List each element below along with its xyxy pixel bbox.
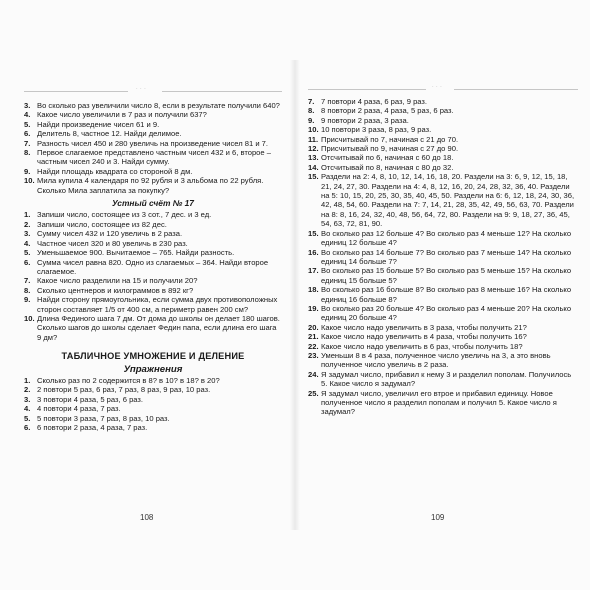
- item-number: 10.: [24, 313, 35, 323]
- item-text: 7 повтори 4 раза, 6 раз, 9 раз.: [321, 97, 428, 106]
- list-item: [24, 423, 282, 432]
- item-text: Во сколько раз 15 больше 5? Во сколько раз 5 меньше 15? На сколько единиц 15 больше 5?: [321, 266, 572, 285]
- list-item: [24, 176, 282, 195]
- item-number: 15.: [308, 228, 319, 238]
- list-item: [308, 135, 578, 144]
- item-text: Присчитывай по 9, начиная с 27 до 90.: [321, 144, 459, 154]
- item-number: 19.: [308, 303, 319, 313]
- task-list: [308, 97, 578, 417]
- list-item: [308, 304, 578, 323]
- item-number: 8.: [24, 148, 31, 158]
- item-number: 3.: [24, 101, 31, 110]
- item-text: Запиши число, состоящее из 3 сот., 7 дес. и 3 ед.: [37, 210, 212, 220]
- list-item: [24, 220, 282, 229]
- item-text: 4 повтори 4 раза, 7 раз.: [37, 404, 121, 414]
- list-item: [308, 153, 578, 162]
- item-text: 8 повтори 2 раза, 4 раза, 5 раз, 6 раз.: [321, 106, 454, 116]
- list-item: [24, 314, 282, 342]
- list-item: [24, 376, 282, 385]
- running-rule: [454, 89, 578, 90]
- item-number: 16.: [308, 247, 319, 257]
- item-number: 4.: [24, 110, 31, 120]
- running-rule: [162, 91, 282, 92]
- item-number: 5.: [24, 413, 31, 423]
- exercises-heading: Упражнения: [123, 363, 183, 375]
- item-number: 7.: [24, 138, 31, 148]
- list-item: [24, 248, 282, 257]
- item-number: 23.: [308, 350, 319, 360]
- running-ornament: · · ·: [432, 84, 443, 90]
- right-column: [308, 97, 578, 417]
- list-item: [308, 323, 578, 332]
- item-number: 18.: [308, 285, 319, 295]
- list-item: [24, 110, 282, 119]
- list-item: [24, 286, 282, 295]
- item-text: 2 повтори 5 раз, 6 раз, 7 раз, 8 раз, 9 раз, 10 раз.: [37, 385, 211, 395]
- item-text: Присчитывай по 7, начиная с 21 до 70.: [321, 134, 459, 144]
- item-number: 8.: [24, 285, 31, 295]
- item-number: 6.: [24, 129, 31, 139]
- item-text: Какое число надо увеличить в 6 раз, чтобы получить 18?: [321, 341, 523, 351]
- list-item: [24, 129, 282, 138]
- item-text: Уменьши 8 в 4 раза, полученное число увеличь на 3, а это вновь полученное число увеличь в 2 раза.: [321, 350, 551, 370]
- list-item: [308, 389, 578, 417]
- list-item: [308, 106, 578, 115]
- list-item: [24, 295, 282, 314]
- item-text: Делитель 8, частное 12. Найди делимое.: [37, 129, 182, 139]
- item-text: Мила купила 4 календаря по 92 рубля и 3 альбома по 22 рубля. Сколько Мила заплатила за покупку?: [37, 176, 264, 195]
- list-item: [308, 248, 578, 267]
- exercise-list: [24, 376, 282, 432]
- left-column: [24, 101, 282, 432]
- list-item: [308, 125, 578, 134]
- item-number: 6.: [24, 257, 31, 267]
- item-text: Какое число надо увеличить в 3 раза, чтобы получить 21?: [321, 322, 527, 332]
- item-number: 10.: [308, 125, 319, 135]
- item-number: 1.: [24, 375, 31, 385]
- item-text: Отсчитывай по 8, начиная с 80 до 32.: [321, 162, 454, 172]
- list-item: [24, 258, 282, 277]
- item-text: Сколько раз по 2 содержится в 8? в 10? в 18? в 20?: [37, 375, 220, 385]
- item-text: Какое число увеличили в 7 раз и получили 637?: [37, 110, 207, 120]
- item-number: 17.: [308, 266, 319, 276]
- item-number: 5.: [24, 119, 31, 129]
- item-number: 21.: [308, 332, 319, 342]
- item-text: 3 повтори 4 раза, 5 раз, 6 раз.: [37, 394, 144, 404]
- item-text: Во сколько раз увеличили число 8, если в результате получили 640?: [37, 101, 280, 110]
- item-number: 3.: [24, 394, 31, 404]
- running-rule: [308, 89, 426, 90]
- oral-count-heading: Устный счёт № 17: [112, 198, 194, 209]
- item-text: Запиши число, состоящее из 82 дес.: [37, 219, 167, 229]
- item-number: 11.: [308, 134, 319, 144]
- item-number: 15.: [308, 172, 319, 182]
- item-number: 14.: [308, 162, 319, 172]
- item-text: Я задумал число, прибавил к нему 3 и разделил пополам. Получилось 5. Какое число я задумал?: [321, 369, 572, 389]
- item-text: Длина Фединого шага 7 дм. От дома до школы он делает 180 шагов. Сколько шагов до школы сделает Федин папа, если длина его шага 9 дм?: [37, 313, 280, 342]
- list-item: [308, 370, 578, 389]
- oral-count-list: [24, 210, 282, 342]
- item-text: Сколько центнеров и килограммов в 892 кг?: [37, 285, 194, 295]
- item-number: 3.: [24, 229, 31, 239]
- item-text: Во сколько раз 16 больше 8? Во сколько раз 8 меньше 16? На сколько единиц 16 больше 8?: [321, 285, 572, 304]
- running-ornament: · · ·: [136, 86, 147, 92]
- list-item: [24, 276, 282, 285]
- running-head-left: [24, 86, 282, 96]
- item-number: 9.: [308, 115, 315, 125]
- item-text: Раздели на 2: 4, 8, 10, 12, 14, 16, 18, 20. Раздели на 3: 6, 9, 12, 15, 18, 21, 24, 27, 30. Раздели на 4: 4, 8, 12, 16, 20, 24, 28, 32, 36, 40. Раздели на 5: 10, 15, 20, 25, 30, 35, 40, 45, 50. Раздели на 6: 6, 12, 18, 24, 30, 36, 42, 48, 54, 60. Раздели на 7: 7, 14, 21, 28, 35, 42, 49, 56, 63, 70. Раздели на 8: 8, 16, 24, 32, 40, 48, 56, 64, 72, 80. Раздели на 9: 9, 18, 27, 36, 45, 54, 63, 72, 81, 90.: [321, 172, 575, 229]
- item-text: Частное чисел 320 и 80 увеличь в 230 раз.: [37, 238, 188, 248]
- list-item: [24, 239, 282, 248]
- list-item: [24, 167, 282, 176]
- running-rule: [24, 91, 128, 92]
- list-item: [308, 229, 578, 248]
- item-number: 10.: [24, 176, 35, 186]
- list-item: [308, 163, 578, 172]
- item-text: Я задумал число, увеличил его втрое и прибавил единицу. Новое полученное число я разделил пополам и получил 5. Какое число я задумал?: [321, 388, 557, 417]
- item-text: 5 повтори 3 раза, 7 раз, 8 раз, 10 раз.: [37, 413, 170, 423]
- item-text: Отсчитывай по 6, начиная с 60 до 18.: [321, 153, 454, 163]
- list-item: [24, 395, 282, 404]
- item-text: 9 повтори 2 раза, 3 раза.: [321, 115, 409, 125]
- item-number: 24.: [308, 369, 319, 379]
- list-item: [24, 404, 282, 413]
- list-item: [308, 97, 578, 106]
- item-number: 12.: [308, 144, 319, 154]
- list-item: [24, 120, 282, 129]
- item-text: Сумму чисел 432 и 120 увеличь в 2 раза.: [37, 229, 183, 239]
- list-item: [24, 210, 282, 219]
- item-number: 4.: [24, 238, 31, 248]
- list-item: [24, 148, 282, 167]
- section-heading: ТАБЛИЧНОЕ УМНОЖЕНИЕ И ДЕЛЕНИЕ: [61, 351, 245, 362]
- item-number: 9.: [24, 166, 31, 176]
- item-text: Сумма чисел равна 820. Одно из слагаемых – 364. Найди второе слагаемое.: [37, 257, 269, 276]
- item-text: Разность чисел 450 и 280 увеличь на произведение чисел 81 и 7.: [37, 138, 269, 148]
- item-number: 9.: [24, 295, 31, 305]
- item-number: 2.: [24, 219, 31, 229]
- item-text: Найди произведение чисел 61 и 9.: [37, 119, 160, 129]
- item-text: 6 повтори 2 раза, 4 раза, 7 раз.: [37, 423, 148, 432]
- list-item: [308, 266, 578, 285]
- list-item: [308, 285, 578, 304]
- item-text: Уменьшаемое 900. Вычитаемое – 765. Найди разность.: [37, 248, 235, 258]
- item-number: 1.: [24, 210, 31, 220]
- item-text: Найди площадь квадрата со стороной 8 дм.: [37, 166, 193, 176]
- item-text: Во сколько раз 14 больше 7? Во сколько раз 7 меньше 14? На сколько единиц 14 больше 7?: [321, 247, 572, 266]
- item-number: 5.: [24, 248, 31, 258]
- item-number: 7.: [24, 276, 31, 286]
- item-text: 10 повтори 3 раза, 8 раз, 9 раз.: [321, 125, 432, 135]
- right-page: [295, 0, 590, 590]
- list-item: [308, 144, 578, 153]
- item-number: 7.: [308, 97, 315, 106]
- list-item: [308, 342, 578, 351]
- item-text: Какое число разделили на 15 и получили 20?: [37, 276, 198, 286]
- item-number: 20.: [308, 322, 319, 332]
- item-number: 6.: [24, 423, 31, 432]
- item-number: 22.: [308, 341, 319, 351]
- list-item: [308, 351, 578, 370]
- item-text: Какое число надо увеличить в 4 раза, чтобы получить 16?: [321, 332, 527, 342]
- list-item: [308, 332, 578, 341]
- list-item: [24, 139, 282, 148]
- item-text: Найди сторону прямоугольника, если сумма двух противоположных сторон составляет 1/5 от 400 см, а периметр равен 200 см?: [37, 295, 278, 314]
- page-number: 108: [140, 513, 154, 522]
- item-number: 8.: [308, 106, 315, 116]
- list-item: [24, 101, 282, 110]
- item-text: Во сколько раз 12 больше 4? Во сколько раз 4 меньше 12? На сколько единиц 12 больше 4?: [321, 228, 572, 248]
- item-text: Во сколько раз 20 больше 4? Во сколько раз 4 меньше 20? На сколько единиц 20 больше 4?: [321, 303, 572, 323]
- list-item: [24, 385, 282, 394]
- list-item: [308, 116, 578, 125]
- list-item: [308, 172, 578, 228]
- list-item: [24, 229, 282, 238]
- list-item: [24, 414, 282, 423]
- item-number: 25.: [308, 388, 319, 398]
- page-number: 109: [431, 513, 445, 522]
- item-text: Первое слагаемое представлено частным чисел 432 и 6, второе – частным чисел 240 и 3. Найди сумму.: [37, 148, 271, 167]
- item-number: 4.: [24, 404, 31, 414]
- item-number: 2.: [24, 385, 31, 395]
- item-number: 13.: [308, 153, 319, 163]
- task-list: [24, 101, 282, 195]
